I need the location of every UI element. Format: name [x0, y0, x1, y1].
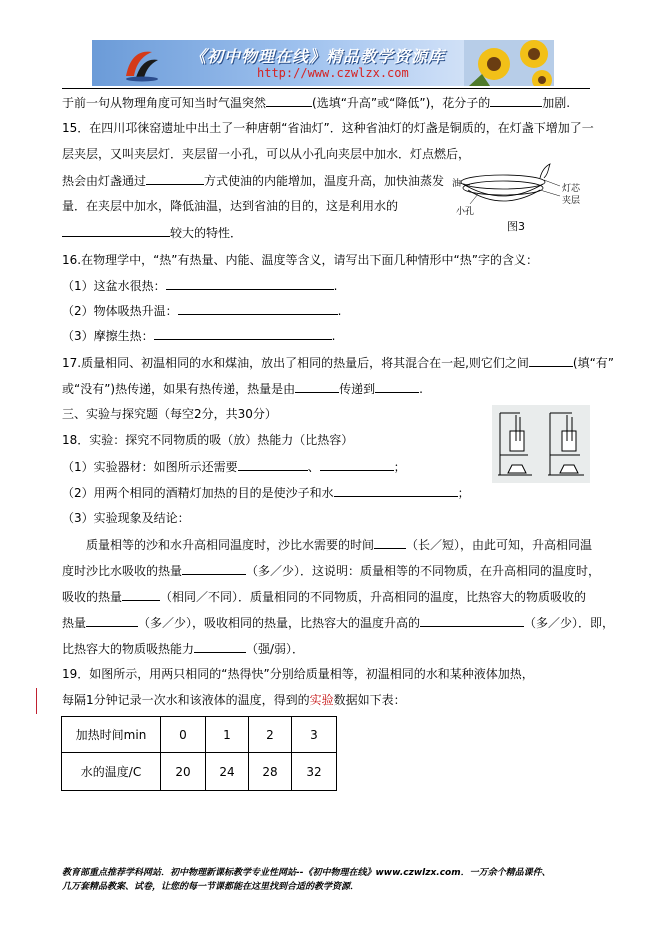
- site-title: 《初中物理在线》精品教学资源库: [190, 47, 446, 66]
- table-cell: 28: [249, 753, 292, 791]
- table-cell: 水的温度/C: [62, 753, 161, 791]
- table-row: [62, 717, 337, 753]
- question-15-line4: 量．在夹层中加水，降低油温，达到省油的目的，这是利用水的: [62, 199, 399, 213]
- conclusion-line4: 热量 （多／少），吸收相同的热量，比热容大的温度升高的 （多／少）．即，: [62, 616, 615, 630]
- answer-blank[interactable]: [146, 172, 204, 185]
- answer-blank[interactable]: [266, 94, 312, 107]
- question-18-item-1: （1）实验器材：如图所示还需要 、 ；: [62, 460, 406, 474]
- figure-label-wick: 灯芯: [562, 184, 581, 194]
- answer-blank[interactable]: [490, 94, 542, 107]
- question-15-line5: 较大的特性．: [62, 224, 242, 241]
- answer-blank[interactable]: [374, 536, 406, 549]
- answer-blank[interactable]: [154, 327, 332, 340]
- answer-blank[interactable]: [238, 458, 308, 471]
- figure-label-layer: 夹层: [562, 196, 581, 206]
- question-15-line2: 层夹层，又叫夹层灯．夹层留一小孔，可以从小孔向夹层中加水．灯点燃后，: [62, 147, 471, 161]
- section-3-heading: 三、实验与探究题（每空2分，共30分）: [62, 407, 277, 421]
- table-cell: 1: [206, 717, 249, 753]
- table-cell: 0: [161, 717, 206, 753]
- answer-blank[interactable]: [86, 614, 138, 627]
- answer-blank[interactable]: [529, 354, 573, 367]
- text-line: 于前一句从物理角度可知当时气温突然 (选填“升高”或“降低”)，花分子的 加剧.: [62, 96, 571, 110]
- answer-blank[interactable]: [295, 380, 339, 393]
- answer-blank[interactable]: [320, 458, 394, 471]
- answer-blank[interactable]: [334, 484, 458, 497]
- table-row: [62, 753, 337, 791]
- question-17-line1: 17.质量相同、初温相同的水和煤油，放出了相同的热量后，将其混合在一起,则它们之间 (填“有”: [62, 356, 615, 370]
- question-16-item-3: （3）摩擦生热： .: [62, 329, 336, 343]
- site-logo-icon: [122, 46, 160, 82]
- question-16-item-1: （1）这盆水很热： .: [62, 279, 338, 293]
- question-18-item-3: （3）实验现象及结论：: [62, 511, 190, 525]
- conclusion-line1: 质量相等的沙和水升高相同温度时，沙比水需要的时间 （长／短），由此可知，升高相同温: [86, 538, 593, 552]
- table-cell: 20: [161, 753, 206, 791]
- apparatus-figure: [492, 405, 590, 483]
- answer-blank[interactable]: [182, 562, 246, 575]
- question-16: 16.在物理学中，“热”有热量、内能、温度等含义，请写出下面几种情形中“热”字的含义：: [62, 253, 538, 267]
- question-15-line1: 15．在四川邛徕窑遗址中出土了一种唐朝“省油灯”．这种省油灯的灯盏是铜质的，在灯盏下增加了一: [62, 121, 594, 135]
- data-table: [61, 716, 337, 791]
- conclusion-line5: 比热容大的物质吸热能力 （强/弱）．: [62, 642, 305, 656]
- question-18: 18．实验：探究不同物质的吸（放）热能力（比热容）: [62, 433, 354, 447]
- text-cursor-marker: [36, 688, 37, 714]
- table-cell: 2: [249, 717, 292, 753]
- answer-blank[interactable]: [62, 224, 170, 237]
- question-15-line3: 热会由灯盏通过 方式使油的内能增加，温度升高，加快油蒸发: [62, 174, 445, 188]
- answer-blank[interactable]: [166, 277, 334, 290]
- header-banner: [92, 40, 554, 86]
- answer-blank[interactable]: [375, 380, 419, 393]
- figure-label-hole: 小孔: [456, 207, 475, 217]
- page-footer: [62, 866, 622, 894]
- conclusion-line3: 吸收的热量 （相同／不同）．质量相同的不同物质，升高相同的温度，比热容大的物质吸收的: [62, 590, 587, 604]
- question-17-line2: 或“没有”)热传递，如果有热传递，热量是由 传递到 .: [62, 382, 423, 396]
- header-rule: [62, 88, 590, 89]
- table-cell: 32: [292, 753, 337, 791]
- answer-blank[interactable]: [420, 614, 524, 627]
- table-cell: 加热时间min: [62, 717, 161, 753]
- footer-line: 几万套精品教案、试卷，让您的每一节课都能在这里找到合适的教学资源．: [62, 882, 360, 892]
- table-cell: 3: [292, 717, 337, 753]
- question-18-item-2: （2）用两个相同的酒精灯加热的目的是使沙子和水 ；: [62, 486, 470, 500]
- question-16-item-2: （2）物体吸热升温： .: [62, 304, 342, 318]
- figure-label-oil: 油: [452, 179, 462, 189]
- site-url[interactable]: http://www.czwlzx.com: [257, 66, 409, 80]
- table-cell: 24: [206, 753, 249, 791]
- conclusion-line2: 度时沙比水吸收的热量 （多／少）．这说明：质量相等的不同物质，在升高相同的温度时，: [62, 564, 601, 578]
- answer-blank[interactable]: [194, 640, 246, 653]
- question-19-line1: 19．如图所示，用两只相同的“热得快”分别给质量相等，初温相同的水和某种液体加热，: [62, 667, 534, 681]
- answer-blank[interactable]: [122, 588, 160, 601]
- figure-3-caption: 图3: [507, 220, 525, 233]
- answer-blank[interactable]: [178, 302, 338, 315]
- sunflower-image: [464, 40, 554, 86]
- footer-line: 教育部重点推荐学科网站．初中物理新课标教学专业性网站--《初中物理在线》www.czwlzx.com．一万余个精品课件、: [62, 868, 551, 878]
- question-19-line2: 每隔1分钟记录一次水和该液体的温度，得到的实验数据如下表：: [62, 693, 406, 707]
